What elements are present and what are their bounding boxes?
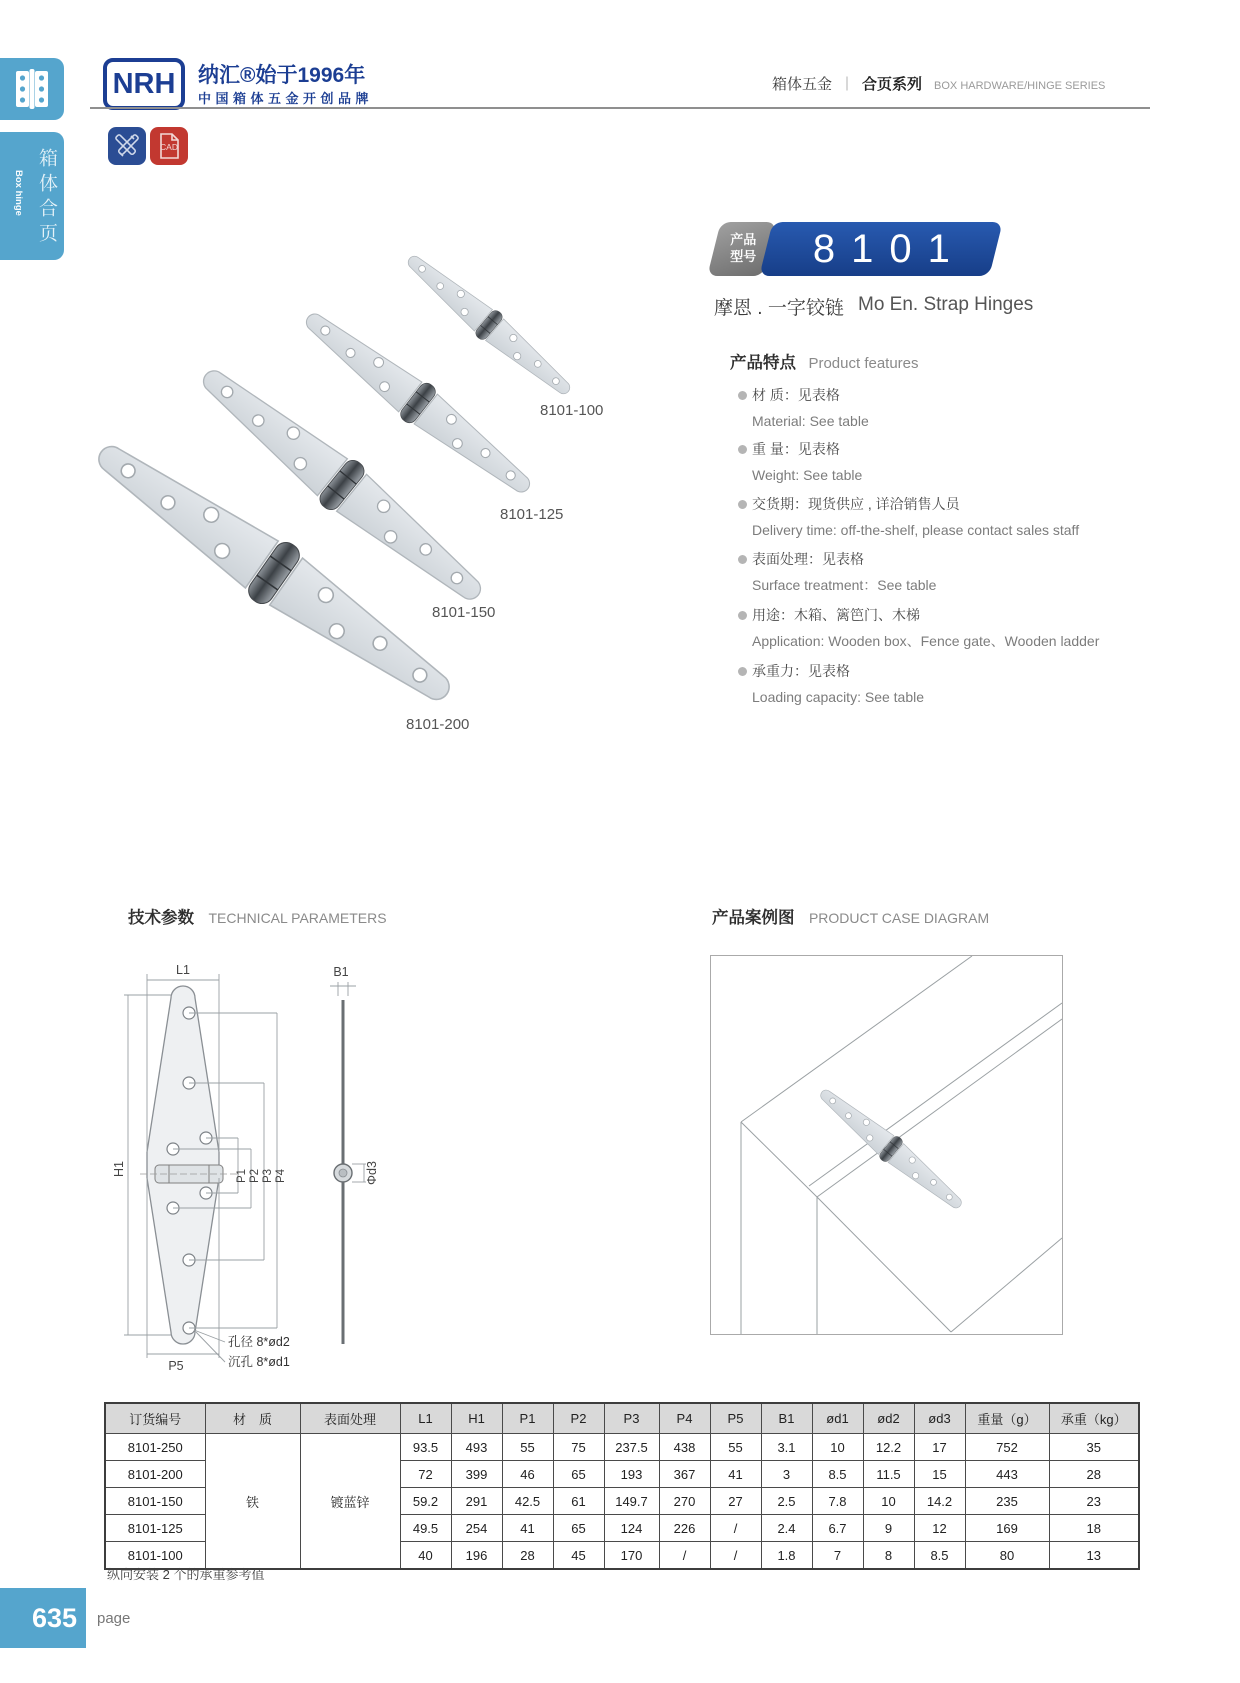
value-cell: 93.5: [400, 1434, 451, 1461]
value-cell: 59.2: [400, 1488, 451, 1515]
column-header: ød1: [812, 1403, 863, 1434]
model-tab-line2: 型号: [730, 248, 757, 264]
value-cell: 14.2: [914, 1488, 965, 1515]
series-title: [772, 73, 1105, 94]
order-code-cell: 8101-100: [105, 1542, 205, 1570]
value-cell: 46: [502, 1461, 553, 1488]
column-header: H1: [451, 1403, 502, 1434]
column-header: ød2: [863, 1403, 914, 1434]
value-cell: 40: [400, 1542, 451, 1570]
value-cell: 226: [659, 1515, 710, 1542]
bullet-icon: [738, 391, 747, 400]
value-cell: 41: [502, 1515, 553, 1542]
value-cell: 45: [553, 1542, 604, 1570]
surface-cell: 镀蓝锌: [300, 1434, 400, 1570]
features-title: [730, 349, 919, 373]
sidebar-label-en: Box hinge: [13, 170, 24, 216]
value-cell: 124: [604, 1515, 659, 1542]
value-cell: 493: [451, 1434, 502, 1461]
tech-title-en: TECHNICAL PARAMETERS: [208, 910, 387, 926]
value-cell: /: [659, 1542, 710, 1570]
bullet-icon: [738, 500, 747, 509]
feature-cn: 承重力：见表格: [752, 663, 850, 679]
feature-en: Material: See table: [752, 413, 869, 429]
order-code-cell: 8101-200: [105, 1461, 205, 1488]
cad-badge[interactable]: [150, 127, 188, 165]
value-cell: 35: [1049, 1434, 1139, 1461]
feature-cn: 交货期：现货供应 , 详洽销售人员: [752, 496, 960, 512]
column-header: 材 质: [205, 1403, 300, 1434]
page-number-box: [0, 1588, 86, 1648]
case-diagram-title: [712, 904, 989, 928]
column-header: P4: [659, 1403, 710, 1434]
series-name-en: BOX HARDWARE/HINGE SERIES: [934, 80, 1106, 92]
feature-item: [738, 606, 1168, 651]
value-cell: 17: [914, 1434, 965, 1461]
technical-drawing: [112, 952, 442, 1377]
value-cell: 18: [1049, 1515, 1139, 1542]
dim-p3: P3: [262, 1168, 274, 1184]
value-cell: 9: [863, 1515, 914, 1542]
column-header: 表面处理: [300, 1403, 400, 1434]
value-cell: 169: [965, 1515, 1049, 1542]
value-cell: 7.8: [812, 1488, 863, 1515]
value-cell: 149.7: [604, 1488, 659, 1515]
value-cell: 170: [604, 1542, 659, 1570]
model-number-plate: [759, 222, 1002, 276]
feature-cn: 材 质：见表格: [752, 387, 840, 403]
features-title-cn: 产品特点: [730, 354, 796, 372]
series-category: 箱体五金: [772, 76, 833, 93]
product-name-cn: 摩恩 . 一字铰链: [714, 298, 844, 319]
value-cell: 8.5: [812, 1461, 863, 1488]
order-code-cell: 8101-150: [105, 1488, 205, 1515]
value-cell: /: [710, 1542, 761, 1570]
feature-en: Weight: See table: [752, 467, 863, 483]
value-cell: 6.7: [812, 1515, 863, 1542]
value-cell: 55: [502, 1434, 553, 1461]
series-separator: ｜: [840, 76, 855, 92]
column-header: P2: [553, 1403, 604, 1434]
value-cell: 12.2: [863, 1434, 914, 1461]
value-cell: 49.5: [400, 1515, 451, 1542]
dim-b1: B1: [333, 965, 349, 979]
feature-item: [738, 440, 1168, 485]
dim-l1: L1: [176, 963, 190, 977]
column-header: P3: [604, 1403, 659, 1434]
product-name-en: Mo En. Strap Hinges: [858, 294, 1034, 315]
value-cell: 237.5: [604, 1434, 659, 1461]
value-cell: 8.5: [914, 1542, 965, 1570]
case-diagram-drawing: [711, 956, 1062, 1334]
bullet-icon: [738, 555, 747, 564]
nrh-logo: NRH: [103, 58, 185, 110]
value-cell: 438: [659, 1434, 710, 1461]
dim-p5: P5: [168, 1359, 184, 1373]
bullet-icon: [738, 667, 747, 676]
hinge-label-150: 8101-150: [432, 604, 496, 621]
value-cell: 80: [965, 1542, 1049, 1570]
spec-table: [104, 1402, 1140, 1570]
table-header-row: [105, 1403, 1139, 1434]
value-cell: 8: [863, 1542, 914, 1570]
column-header: L1: [400, 1403, 451, 1434]
bullet-icon: [738, 445, 747, 454]
value-cell: 11.5: [863, 1461, 914, 1488]
value-cell: 752: [965, 1434, 1049, 1461]
feature-item: [738, 386, 1168, 431]
value-cell: 254: [451, 1515, 502, 1542]
feature-en: Surface treatment：See table: [752, 577, 937, 593]
feature-en: Loading capacity: See table: [752, 689, 925, 705]
dim-p4: P4: [275, 1168, 287, 1184]
hinge-label-100: 8101-100: [540, 402, 604, 419]
value-cell: 23: [1049, 1488, 1139, 1515]
value-cell: 367: [659, 1461, 710, 1488]
value-cell: 27: [710, 1488, 761, 1515]
feature-en: Delivery time: off-the-shelf, please contact sales staff: [752, 522, 1080, 538]
brand-subtitle: 中国箱体五金开创品牌: [198, 91, 374, 106]
value-cell: 196: [451, 1542, 502, 1570]
value-cell: 3.1: [761, 1434, 812, 1461]
hole-note-1: 孔径 8*ød2: [228, 1335, 290, 1349]
value-cell: /: [710, 1515, 761, 1542]
hole-note-2: 沉孔 8*ød1: [228, 1355, 290, 1369]
product-photos: [55, 228, 675, 768]
value-cell: 193: [604, 1461, 659, 1488]
page-number: 635: [31, 1602, 77, 1633]
case-diagram-box: [710, 955, 1063, 1335]
feature-item: [738, 662, 1168, 707]
table-footnote: 纵向安装 2 个的承重参考值: [107, 1567, 265, 1582]
value-cell: 399: [451, 1461, 502, 1488]
feature-en: Application: Wooden box、Fence gate、Wooden ladder: [752, 633, 1100, 649]
features-title-en: Product features: [808, 355, 919, 372]
value-cell: 41: [710, 1461, 761, 1488]
feature-cn: 表面处理：见表格: [752, 551, 864, 567]
value-cell: 75: [553, 1434, 604, 1461]
model-number: 8101: [812, 226, 966, 271]
dim-h1: H1: [112, 1161, 126, 1177]
series-name: 合页系列: [862, 76, 923, 93]
hinge-label-200: 8101-200: [406, 716, 470, 733]
page-label: page: [97, 1610, 131, 1627]
order-code-cell: 8101-125: [105, 1515, 205, 1542]
feature-cn: 用途：木箱、篱笆门、木梯: [752, 607, 920, 623]
column-header: ød3: [914, 1403, 965, 1434]
value-cell: 13: [1049, 1542, 1139, 1570]
column-header: P5: [710, 1403, 761, 1434]
crossed-tools-icon: [112, 131, 142, 161]
value-cell: 55: [710, 1434, 761, 1461]
hinge-label-125: 8101-125: [500, 506, 564, 523]
material-cell: 铁: [205, 1434, 300, 1570]
value-cell: 443: [965, 1461, 1049, 1488]
order-code-cell: 8101-250: [105, 1434, 205, 1461]
case-hinge: [813, 1081, 970, 1217]
design-tools-badge[interactable]: [108, 127, 146, 165]
header-divider: [90, 107, 1150, 109]
value-cell: 28: [502, 1542, 553, 1570]
value-cell: 1.8: [761, 1542, 812, 1570]
dim-p2: P2: [249, 1168, 261, 1184]
dim-d3: Φd3: [365, 1161, 379, 1185]
column-header: B1: [761, 1403, 812, 1434]
brand-slogan: 纳汇®始于1996年: [198, 64, 366, 87]
column-header: 承重（kg）: [1049, 1403, 1139, 1434]
value-cell: 3: [761, 1461, 812, 1488]
value-cell: 270: [659, 1488, 710, 1515]
value-cell: 7: [812, 1542, 863, 1570]
feature-item: [738, 550, 1168, 595]
value-cell: 235: [965, 1488, 1049, 1515]
cad-file-icon: [154, 131, 184, 161]
value-cell: 2.4: [761, 1515, 812, 1542]
value-cell: 65: [553, 1515, 604, 1542]
value-cell: 12: [914, 1515, 965, 1542]
value-cell: 2.5: [761, 1488, 812, 1515]
case-title-cn: 产品案例图: [712, 909, 795, 927]
hinge-photo-100: [399, 246, 579, 405]
feature-cn: 重 量：见表格: [752, 441, 840, 457]
sidebar-tab-hinge[interactable]: [0, 58, 64, 120]
case-title-en: PRODUCT CASE DIAGRAM: [808, 910, 990, 926]
value-cell: 65: [553, 1461, 604, 1488]
column-header: 订货编号: [105, 1403, 205, 1434]
value-cell: 72: [400, 1461, 451, 1488]
value-cell: 291: [451, 1488, 502, 1515]
column-header: 重量（g）: [965, 1403, 1049, 1434]
bullet-icon: [738, 611, 747, 620]
sidebar-label-cn: 箱体合页: [36, 148, 57, 248]
value-cell: 10: [863, 1488, 914, 1515]
spec-table-wrap: [104, 1402, 1140, 1570]
value-cell: 15: [914, 1461, 965, 1488]
svg-text:CAD: CAD: [160, 142, 178, 152]
dim-p1: P1: [236, 1168, 248, 1184]
value-cell: 10: [812, 1434, 863, 1461]
value-cell: 28: [1049, 1461, 1139, 1488]
tech-params-title: [128, 904, 387, 928]
value-cell: 61: [553, 1488, 604, 1515]
model-tab-line1: 产品: [730, 232, 757, 247]
hinge-photo-200: [82, 424, 466, 722]
feature-item: [738, 495, 1168, 540]
tech-title-cn: 技术参数: [128, 909, 194, 927]
hinge-icon: [0, 58, 64, 120]
value-cell: 42.5: [502, 1488, 553, 1515]
column-header: P1: [502, 1403, 553, 1434]
table-row: [105, 1434, 1139, 1461]
